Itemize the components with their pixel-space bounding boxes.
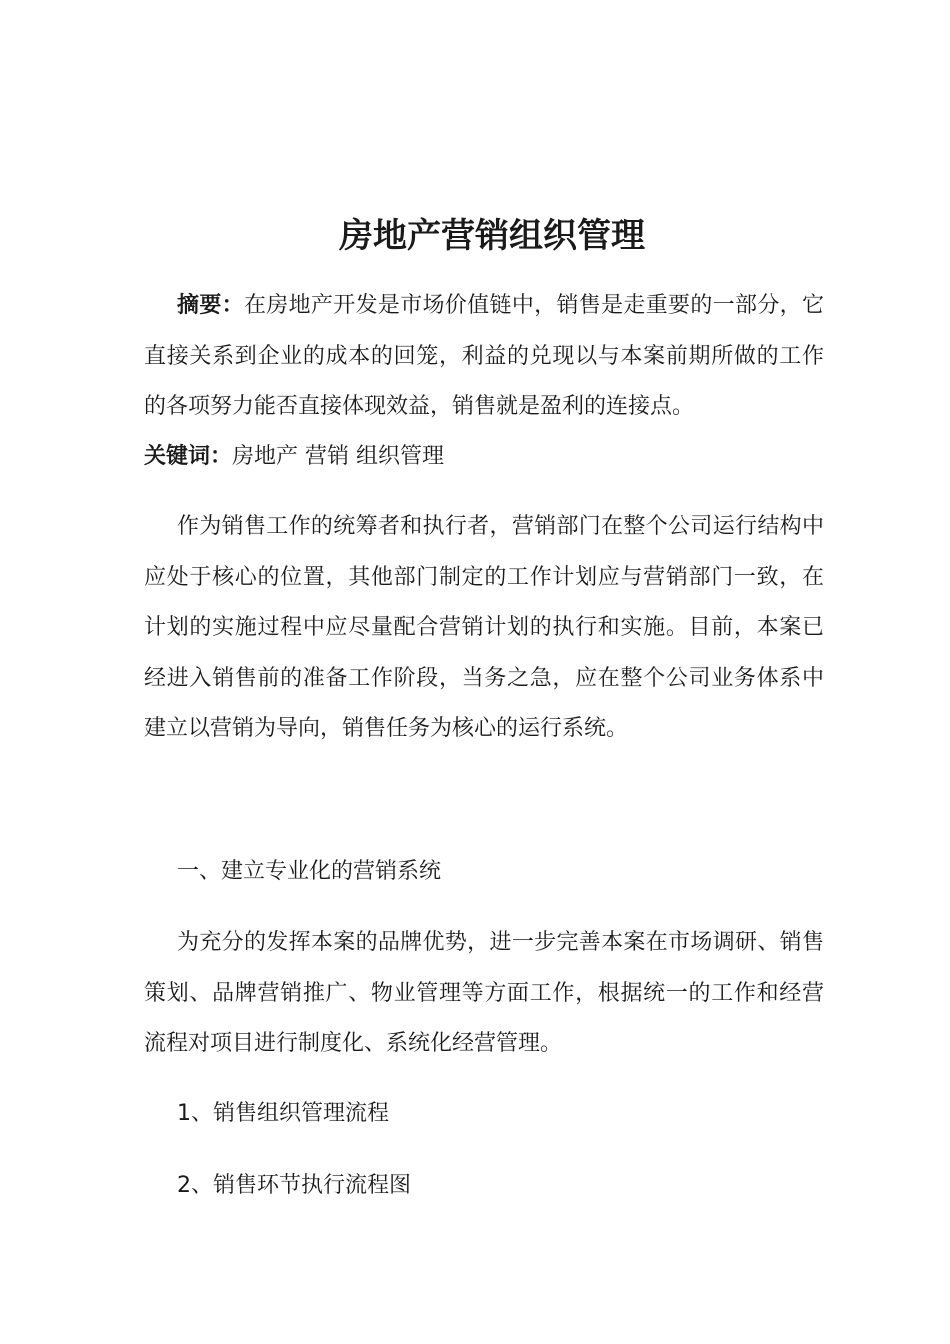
body-paragraph-2: 为充分的发挥本案的品牌优势，进一步完善本案在市场调研、销售策划、品牌营销推广、物业管理等方面工作，根据统一的工作和经营流程对项目进行制度化、系统化经营管理。 [144, 930, 824, 1056]
keywords-label: 关键词： [144, 444, 233, 469]
abstract-label: 摘要： [177, 293, 244, 318]
document-title: 房地产营销组织管理 [339, 216, 645, 256]
abstract-text: 在房地产开发是市场价值链中，销售是走重要的一部分，它直接关系到企业的成本的回笼，利益的兑现以与本案前期所做的工作的各项努力能否直接体现效益，销售就是盈利的连接点。 [144, 293, 824, 419]
list-item-1: 1、销售组织管理流程 [177, 1101, 389, 1126]
list-item-2: 2、销售环节执行流程图 [177, 1173, 411, 1198]
section-heading-1: 一、建立专业化的营销系统 [177, 859, 442, 884]
abstract-paragraph [144, 281, 824, 433]
keywords-text: 房地产 营销 组织管理 [232, 444, 445, 469]
keywords-line [144, 432, 824, 483]
body-paragraph-1: 作为销售工作的统筹者和执行者，营销部门在整个公司运行结构中应处于核心的位置，其他部门制定的工作计划应与营销部门一致，在计划的实施过程中应尽量配合营销计划的执行和实施。目前，本案已经进入销售前的准备工作阶段，当务之急，应在整个公司业务体系中建立以营销为导向，销售任务为核心的运行系统。 [144, 514, 824, 741]
